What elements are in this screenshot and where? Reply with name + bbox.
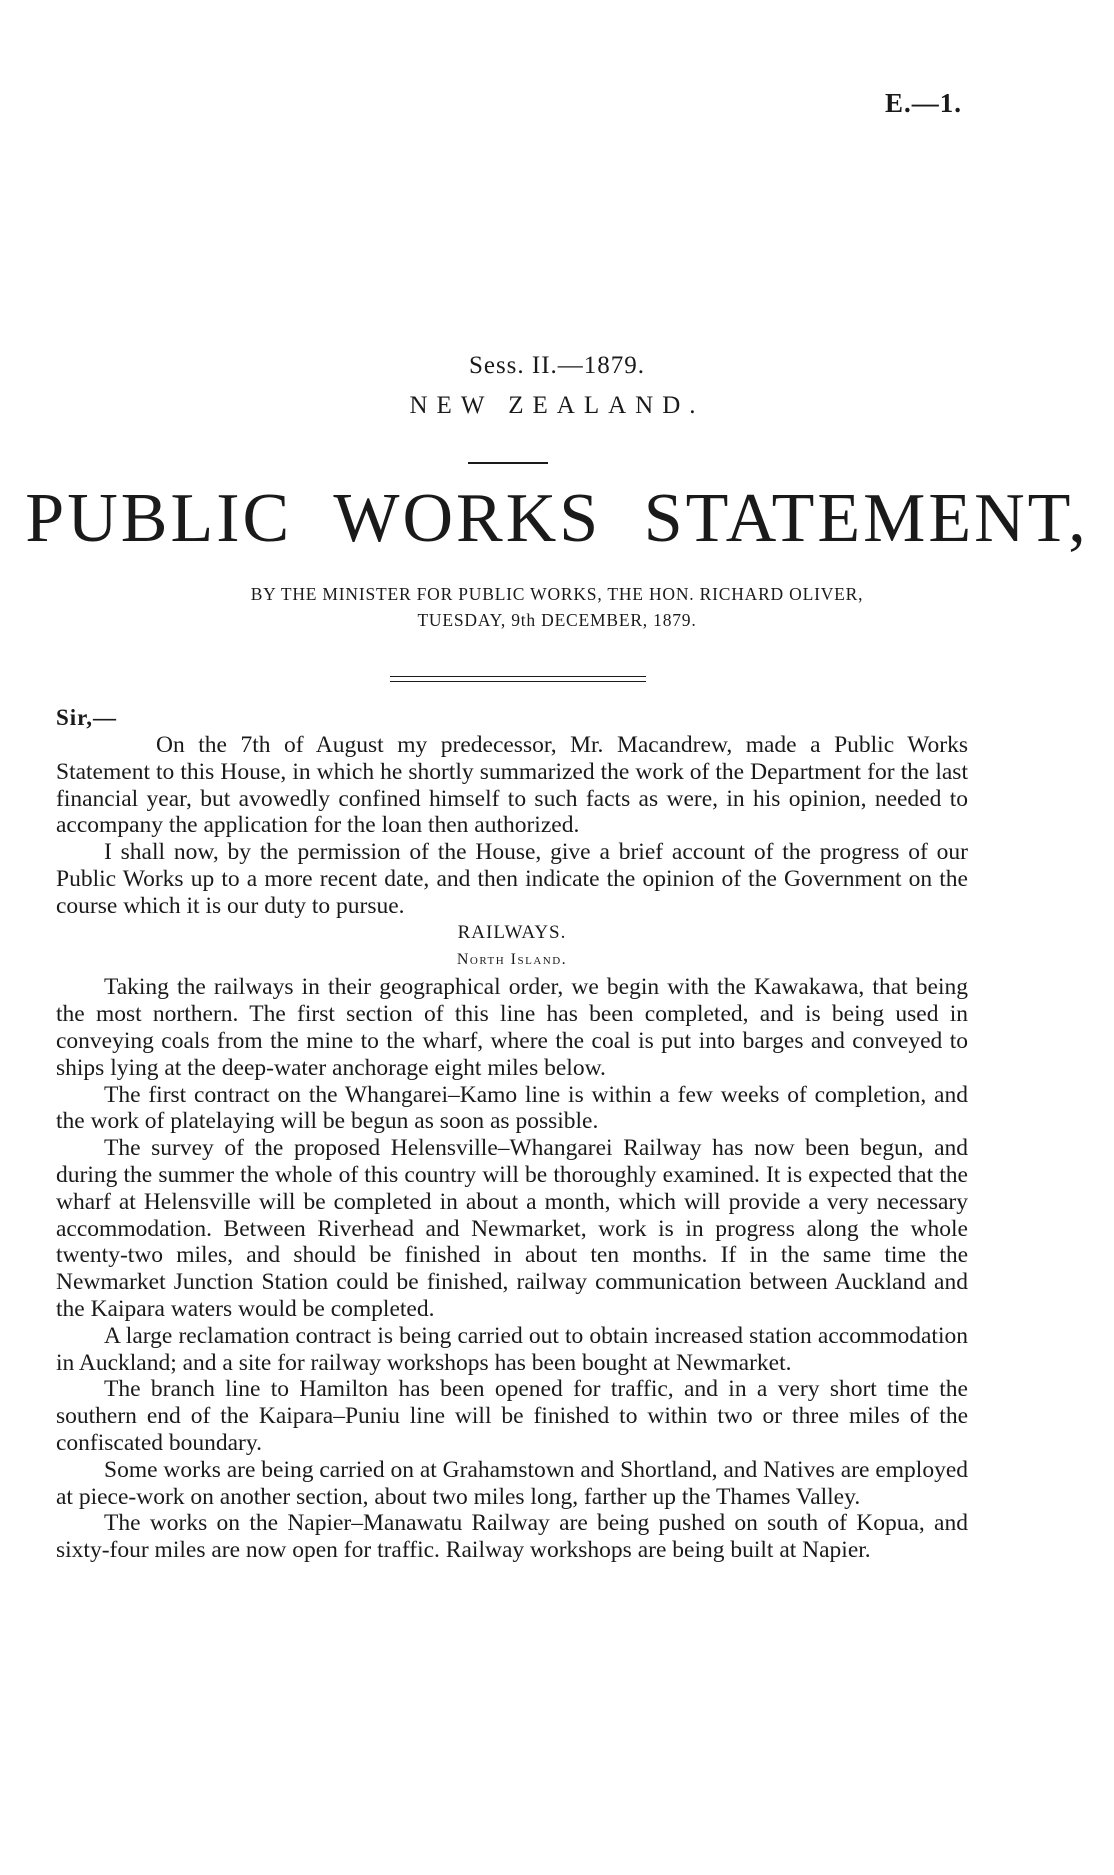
document-title: PUBLIC WORKS STATEMENT, xyxy=(25,480,1089,557)
page-identifier: E.—1. xyxy=(884,88,962,118)
paragraph: The first contract on the Whangarei–Kamo line is within a few weeks of completion, and the work of platelaying will be begun as soon as possible. xyxy=(56,1081,968,1135)
paragraph: I shall now, by the permission of the House, give a brief account of the progress of our Public Works up to a more recent date, and then indicate the opinion of the Government on the course which it is our duty to pursue. xyxy=(56,839,968,919)
divider-double xyxy=(390,676,646,682)
paragraph: Taking the railways in their geographical order, we begin with the Kawakawa, that being the most northern. The first section of this line has been completed, and is being used in conveying coals from the mine to the wharf, where the coal is put into barges and conveyed to ships lying at the deep-water anchorage eight miles below. xyxy=(56,974,968,1081)
document-subtitle-line-1: BY THE MINISTER FOR PUBLIC WORKS, THE HON. RICHARD OLIVER, xyxy=(250,584,864,604)
divider-short xyxy=(468,462,548,464)
paragraph: A large reclamation contract is being carried out to obtain increased station accommodation in Auckland; and a site for railway workshops has been bought at Newmarket. xyxy=(56,1322,968,1376)
salutation: Sir,— xyxy=(56,705,118,730)
section-heading-railways: RAILWAYS. xyxy=(457,921,567,943)
country-label: NEW ZEALAND. xyxy=(409,392,705,419)
paragraph: Some works are being carried on at Grahamstown and Shortland, and Natives are employed at piece-work on another section, about two miles long, farther up the Thames Valley. xyxy=(56,1456,969,1510)
paragraph: The survey of the proposed Helensville–Whangarei Railway has now been begun, and during the summer the whole of this country will be thoroughly examined. It is expected that the wharf at Helensville will be completed in about a month, which will provide a very necessary accommodation. Between Riverhead and Newmarket, work is in progress along the whole twenty-two miles, and should be finished in about ten months. If in the same time the Newmarket Junction Station could be finished, railway communication between Auckland and the Kaipara waters would be completed. xyxy=(56,1135,968,1322)
body-text xyxy=(56,732,968,1564)
session-label: Sess. II.—1879. xyxy=(468,352,646,379)
subsection-heading-north-island: North Island. xyxy=(456,951,568,969)
document-subtitle-line-2: TUESDAY, 9th DECEMBER, 1879. xyxy=(417,610,697,630)
paragraph: The works on the Napier–Manawatu Railway are being pushed on south of Kopua, and sixty-four miles are now open for traffic. Railway workshops are being built at Napier. xyxy=(56,1510,968,1564)
paragraph: On the 7th of August my predecessor, Mr. Macandrew, made a Public Works Statement to this House, in which he shortly summarized the work of the Department for the last financial year, but avowedly confined himself to such facts as were, in his opinion, needed to accompany the application for the loan then authorized. xyxy=(56,732,968,839)
paragraph: The branch line to Hamilton has been opened for traffic, and in a very short time the southern end of the Kaipara–Puniu line will be finished to within two or three miles of the confiscated boundary. xyxy=(56,1376,968,1456)
